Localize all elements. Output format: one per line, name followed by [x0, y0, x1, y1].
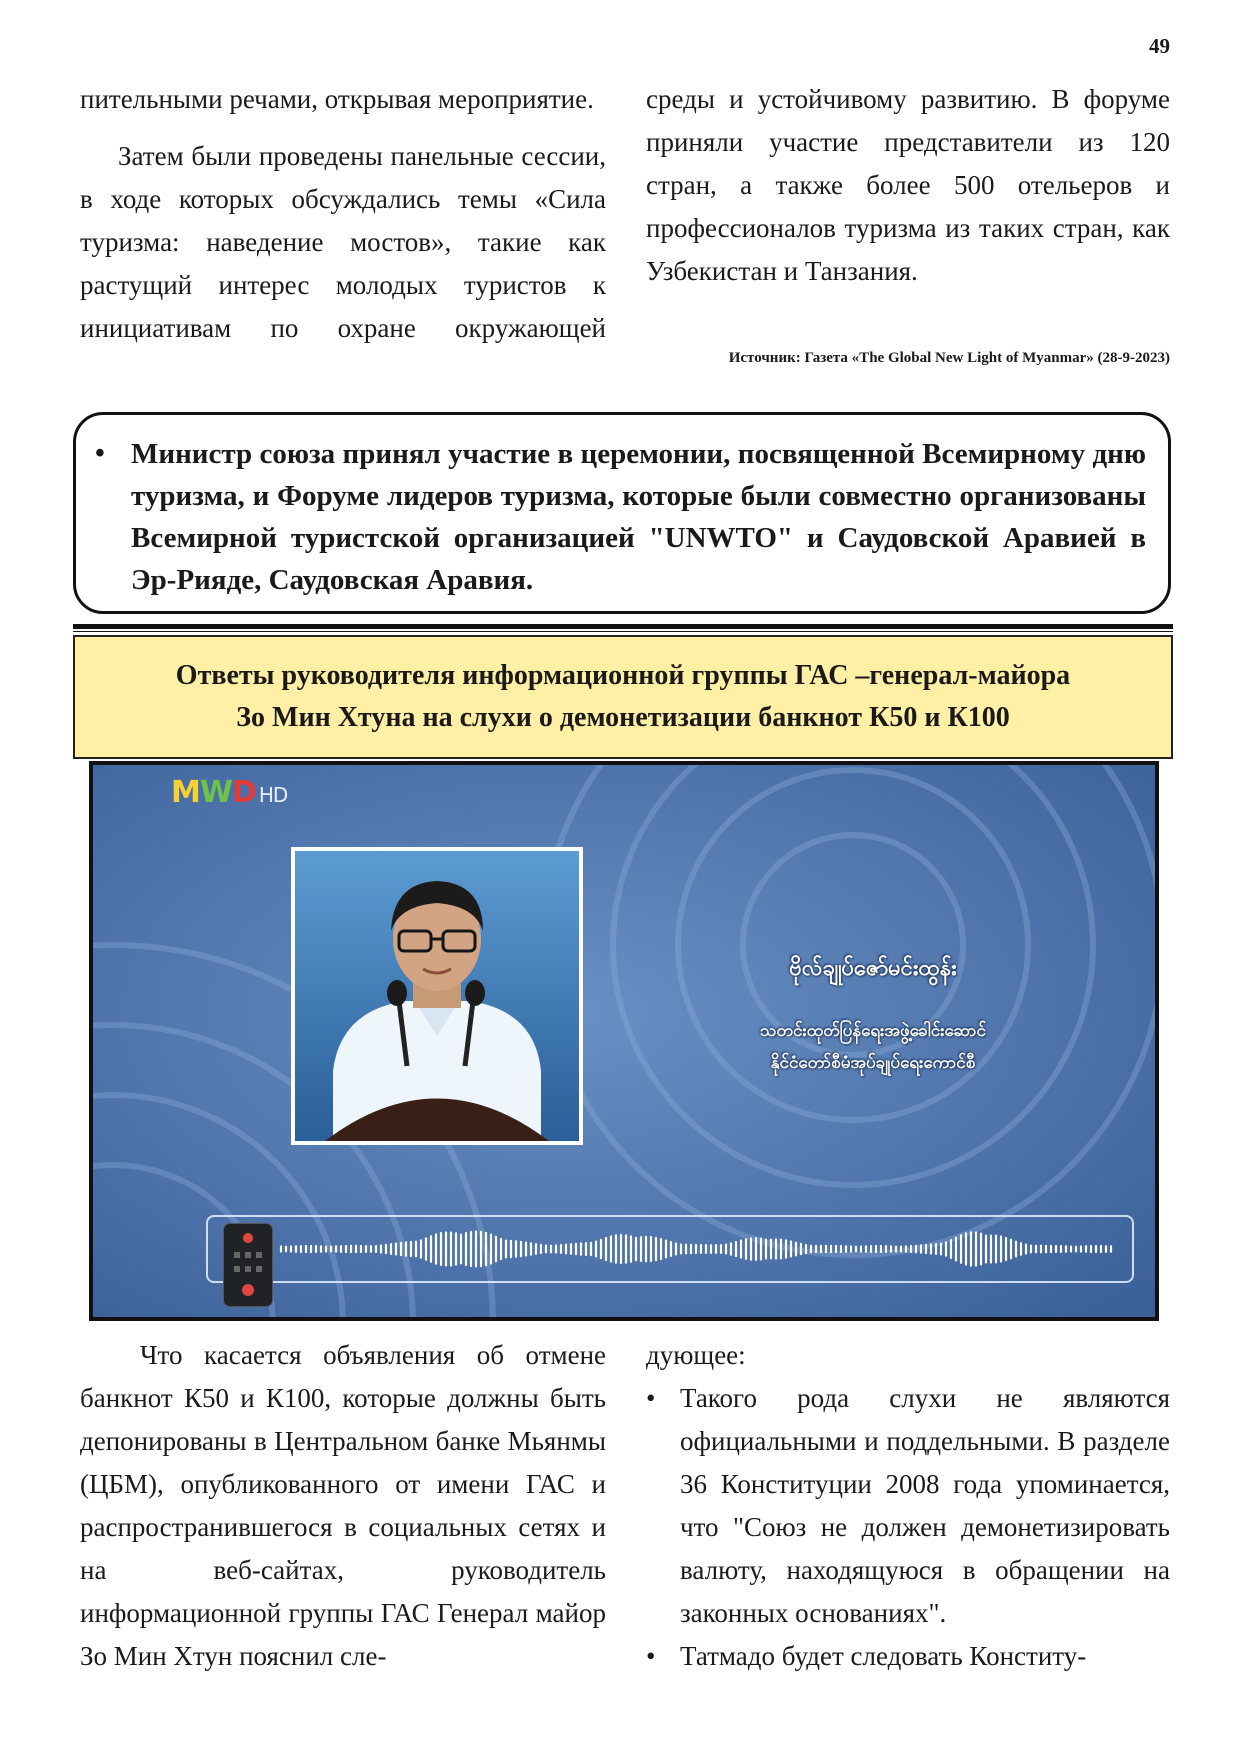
article-title-banner	[73, 635, 1173, 759]
speaker-name-caption: ဗိုလ်ချုပ်ဇော်မင်းထွန်း	[789, 956, 957, 981]
paragraph: Что касается объявления об отмене банкнот К50 и К100, которые должны быть депонированы в Центральном банке Мьянмы (ЦБМ), опубликованного от имени ГАС и распространившегося в социальных сетях и на веб-сайтах, руководитель информационной группы ГАС Генерал майор Зо Мин Хтун пояснил сле-	[80, 1340, 606, 1671]
speaker-organization-caption: နိုင်ငံတော်စီမံအုပ်ချုပ်ရေးကောင်စီ	[770, 1053, 976, 1073]
paragraph: Затем были проведены панельные сессии, в ходе которых обсуждались темы «Сила туризма: наведение мостов», такие как растущий интерес молодых туристов к инициативам по охране окружающей	[80, 141, 606, 343]
page-number: 49	[1149, 34, 1170, 58]
tv-screenshot	[89, 761, 1159, 1321]
news-bullet-item: • Министр союза принял участие в церемонии, посвященной Всемирному дню туризма, и Форуме лидеров туризма, которые были совместно организованы Всемирной туристской организацией "UNWTO" и Саудовской Аравией в Эр-Рияде, Саудовская Аравия.	[131, 433, 1146, 601]
bullet-item: • Такого рода слухи не являются официальными и поддельными. В разделе 36 Конституции 2008 года упоминается, что "Союз не должен демонетизировать валюту, находящуюся в обращении на законных основаниях".	[646, 1377, 1170, 1635]
audio-player-bar	[206, 1215, 1134, 1283]
mwd-hd-logo: MWD HD	[171, 775, 288, 810]
speaker-photo	[291, 847, 583, 1145]
top-right-column	[646, 78, 1170, 293]
source-citation: Источник: Газета «The Global New Light of Myanmar» (28-9-2023)	[728, 350, 1170, 366]
speaker-title-caption: သတင်းထုတ်ပြန်ရေးအဖွဲ့ခေါင်းဆောင်	[760, 1021, 986, 1041]
paragraph: среды и устойчивому развитию. В форуме приняли участие представители из 120 стран, а также более 500 отельеров и профессионалов туризма из таких стран, как Узбекистан и Танзания.	[646, 84, 1170, 286]
divider-rule	[73, 624, 1173, 629]
divider-rule	[73, 631, 1173, 632]
bottom-left-column	[80, 1334, 606, 1678]
bottom-right-column	[646, 1334, 1170, 1678]
bullet-list	[646, 1377, 1170, 1678]
bullet-item: • Татмадо будет следовать Конститу-	[646, 1635, 1170, 1678]
article-title-line: Ответы руководителя информационной группы ГАС –генерал-майора	[175, 660, 1071, 691]
news-highlight-box	[73, 412, 1171, 614]
paragraph: пительными речами, открывая мероприятие.	[80, 84, 594, 114]
article-title-line: Зо Мин Хтуна на слухи о демонетизации банкнот К50 и К100	[236, 702, 1010, 733]
top-left-column	[80, 78, 606, 350]
paragraph: дующее:	[646, 1340, 746, 1370]
phone-recorder-icon	[223, 1223, 273, 1307]
